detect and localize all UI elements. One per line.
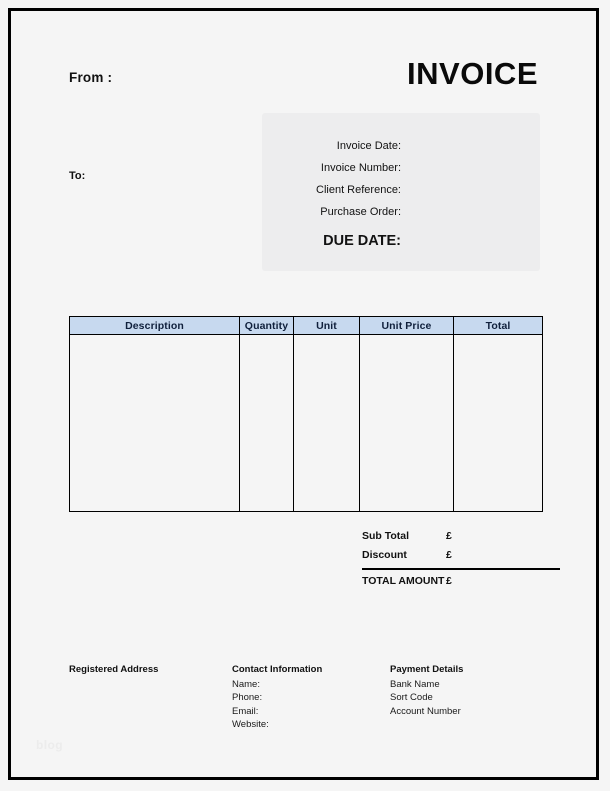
payment-details-heading: Payment Details: [390, 664, 464, 675]
contact-phone-line: Phone:: [232, 692, 263, 704]
discount-row: [362, 549, 560, 570]
registered-address-heading: Registered Address: [69, 664, 159, 675]
cell-quantity[interactable]: [240, 335, 294, 512]
meta-row-client-reference: Client Reference:: [316, 184, 401, 196]
totals-section: [362, 530, 560, 594]
page-title: INVOICE: [407, 56, 538, 91]
sub-total-label: Sub Total: [362, 530, 410, 542]
to-label: To:: [69, 170, 86, 182]
meta-row-due-date: DUE DATE:: [323, 233, 401, 249]
contact-email-line: Email:: [232, 705, 259, 717]
contact-website-line: Website:: [232, 719, 269, 731]
invoice-meta-list: [262, 113, 540, 256]
column-header-total: Total: [454, 317, 543, 335]
discount-label: Discount: [362, 549, 407, 561]
cell-unit[interactable]: [294, 335, 360, 512]
sub-total-value: £: [446, 530, 452, 542]
cell-unit-price[interactable]: [360, 335, 454, 512]
cell-total[interactable]: [454, 335, 543, 512]
line-items-table: [69, 316, 543, 512]
table-header-row: [70, 317, 543, 335]
meta-row-invoice-date: Invoice Date:: [336, 140, 401, 152]
watermark: blog: [36, 738, 63, 752]
grand-total-label: TOTAL AMOUNT: [362, 575, 445, 587]
table-row[interactable]: [70, 335, 543, 512]
payment-bank-name-line: Bank Name: [390, 678, 440, 690]
meta-row-purchase-order: Purchase Order:: [320, 206, 401, 218]
payment-details-block: [390, 663, 540, 718]
grand-total-value: £: [446, 575, 452, 587]
registered-address-block: [69, 663, 219, 678]
contact-name-line: Name:: [232, 678, 260, 690]
discount-value: £: [446, 549, 452, 561]
contact-information-heading: Contact Information: [232, 664, 323, 675]
column-header-quantity: Quantity: [240, 317, 294, 335]
from-label: From :: [69, 70, 113, 85]
sub-total-row: [362, 530, 560, 549]
payment-account-number-line: Account Number: [390, 705, 461, 717]
column-header-unit: Unit: [294, 317, 360, 335]
cell-description[interactable]: [70, 335, 240, 512]
contact-information-block: [232, 663, 372, 732]
meta-row-invoice-number: Invoice Number:: [320, 162, 401, 174]
grand-total-row: [362, 570, 560, 594]
column-header-unit-price: Unit Price: [360, 317, 454, 335]
payment-sort-code-line: Sort Code: [390, 692, 433, 704]
column-header-description: Description: [70, 317, 240, 335]
